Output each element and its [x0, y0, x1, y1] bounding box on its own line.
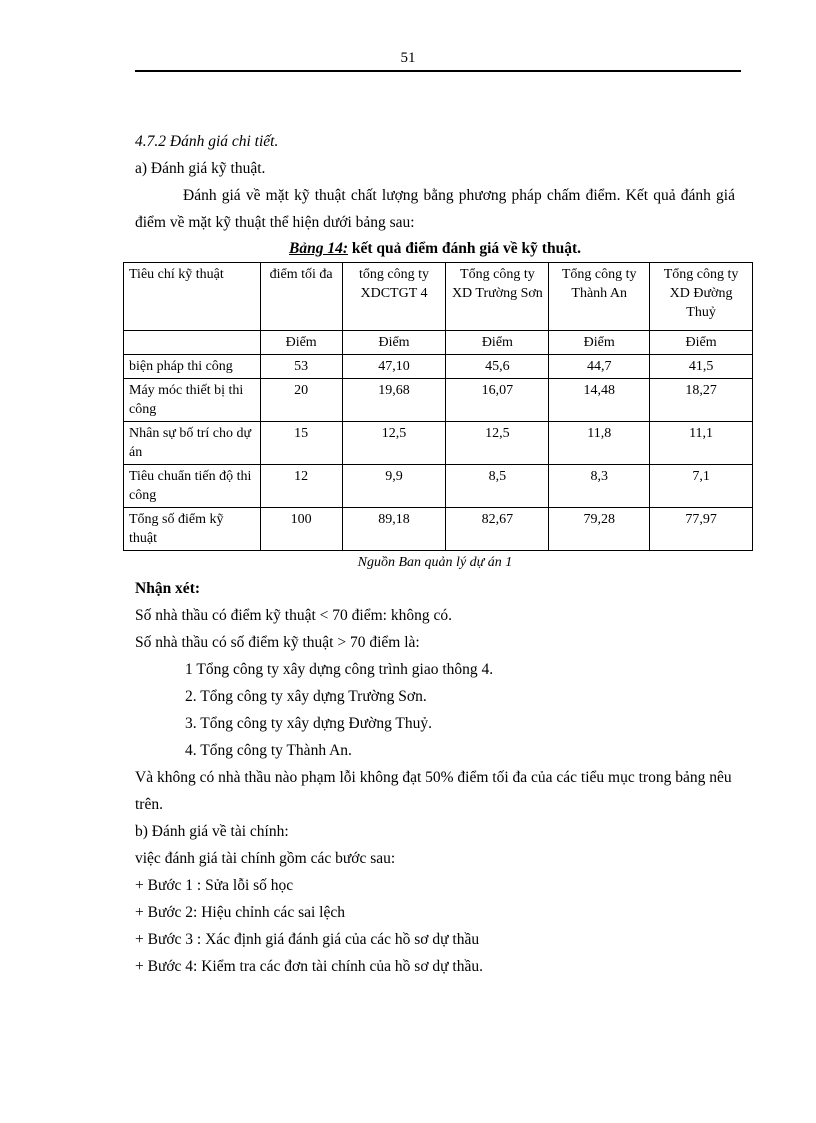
- table-cell: 14,48: [549, 379, 650, 422]
- remark-line-3: Và không có nhà thầu nào phạm lỗi không đạt 50% điểm tối đa của các tiểu mục trong bảng nêu trên.: [135, 769, 732, 813]
- header-company-3: Tổng công ty Thành An: [549, 263, 650, 331]
- table-cell: Tổng số điểm kỹ thuật: [124, 508, 261, 551]
- table-caption-label: Bảng 14:: [289, 240, 348, 257]
- table-cell: 44,7: [549, 355, 650, 379]
- contractor-item-3: 3. Tổng công ty xây dựng Đường Thuỷ.: [185, 715, 433, 732]
- header-max-score: điểm tối đa: [260, 263, 342, 331]
- unit-cell: Điểm: [446, 331, 549, 355]
- table-cell: 45,6: [446, 355, 549, 379]
- unit-cell: Điểm: [650, 331, 753, 355]
- table-row: [124, 379, 753, 422]
- table-cell: 8,5: [446, 465, 549, 508]
- table-caption: [135, 236, 735, 262]
- finance-step-1: + Bước 1 : Sửa lỗi số học: [135, 877, 294, 894]
- section-title: 4.7.2 Đánh giá chi tiết.: [135, 133, 279, 150]
- table-cell: 100: [260, 508, 342, 551]
- table-cell: 47,10: [342, 355, 446, 379]
- table-unit-row: [124, 331, 753, 355]
- table-cell: 20: [260, 379, 342, 422]
- table-cell: 53: [260, 355, 342, 379]
- table-cell: 12: [260, 465, 342, 508]
- table-cell: 89,18: [342, 508, 446, 551]
- unit-cell: Điểm: [549, 331, 650, 355]
- remark-line-2: Số nhà thầu có số điểm kỹ thuật > 70 điểm là:: [135, 634, 420, 651]
- header-rule: [135, 70, 741, 72]
- subsection-b-heading: b) Đánh giá về tài chính:: [135, 823, 289, 840]
- table-source: Nguồn Ban quản lý dự án 1: [357, 555, 513, 570]
- header-company-2: Tổng công ty XD Trường Sơn: [446, 263, 549, 331]
- subsection-a-heading: a) Đánh giá kỹ thuật.: [135, 160, 266, 177]
- remark-line-1: Số nhà thầu có điểm kỹ thuật < 70 điểm: không có.: [135, 607, 452, 624]
- table-row: [124, 355, 753, 379]
- table-cell: 8,3: [549, 465, 650, 508]
- intro-paragraph: Đánh giá về mặt kỹ thuật chất lượng bằng phương pháp chấm điểm. Kết quả đánh giá điểm về mặt kỹ thuật thể hiện dưới bảng sau:: [135, 187, 735, 231]
- table-cell: Máy móc thiết bị thi công: [124, 379, 261, 422]
- score-table: [123, 262, 753, 551]
- finance-step-4: + Bước 4: Kiểm tra các đơn tài chính của hồ sơ dự thầu.: [135, 958, 483, 975]
- table-cell: 41,5: [650, 355, 753, 379]
- table-total-row: [124, 508, 753, 551]
- table-cell: 82,67: [446, 508, 549, 551]
- header-company-1: tổng công ty XDCTGT 4: [342, 263, 446, 331]
- contractor-item-2: 2. Tổng công ty xây dựng Trường Sơn.: [185, 688, 427, 705]
- table-caption-text: kết quả điểm đánh giá về kỹ thuật.: [348, 240, 581, 257]
- unit-cell: [124, 331, 261, 355]
- table-cell: Tiêu chuẩn tiến độ thi công: [124, 465, 261, 508]
- table-cell: 11,1: [650, 422, 753, 465]
- table-cell: 19,68: [342, 379, 446, 422]
- contractor-item-1: 1 Tổng công ty xây dựng công trình giao thông 4.: [185, 661, 494, 678]
- table-cell: 16,07: [446, 379, 549, 422]
- table-cell: 12,5: [446, 422, 549, 465]
- table-cell: 77,97: [650, 508, 753, 551]
- table-cell: biện pháp thi công: [124, 355, 261, 379]
- header-criteria: Tiêu chí kỹ thuật: [124, 263, 261, 331]
- table-cell: Nhân sự bố trí cho dự án: [124, 422, 261, 465]
- table-row: [124, 422, 753, 465]
- page-content: [129, 128, 739, 980]
- finance-step-3: + Bước 3 : Xác định giá đánh giá của các hồ sơ dự thầu: [135, 931, 480, 948]
- table-cell: 79,28: [549, 508, 650, 551]
- table-header-row: [124, 263, 753, 331]
- contractor-item-4: 4. Tổng công ty Thành An.: [185, 742, 352, 759]
- table-row: [124, 465, 753, 508]
- header-company-4: Tổng công ty XD Đường Thuỷ: [650, 263, 753, 331]
- table-cell: 7,1: [650, 465, 753, 508]
- table-cell: 9,9: [342, 465, 446, 508]
- unit-cell: Điểm: [260, 331, 342, 355]
- table-cell: 12,5: [342, 422, 446, 465]
- finance-intro: việc đánh giá tài chính gồm các bước sau:: [135, 850, 396, 867]
- unit-cell: Điểm: [342, 331, 446, 355]
- table-cell: 15: [260, 422, 342, 465]
- finance-step-2: + Bước 2: Hiệu chỉnh các sai lệch: [135, 904, 345, 921]
- table-cell: 18,27: [650, 379, 753, 422]
- page-number: 51: [400, 50, 416, 66]
- remark-title: Nhận xét:: [135, 580, 201, 597]
- table-cell: 11,8: [549, 422, 650, 465]
